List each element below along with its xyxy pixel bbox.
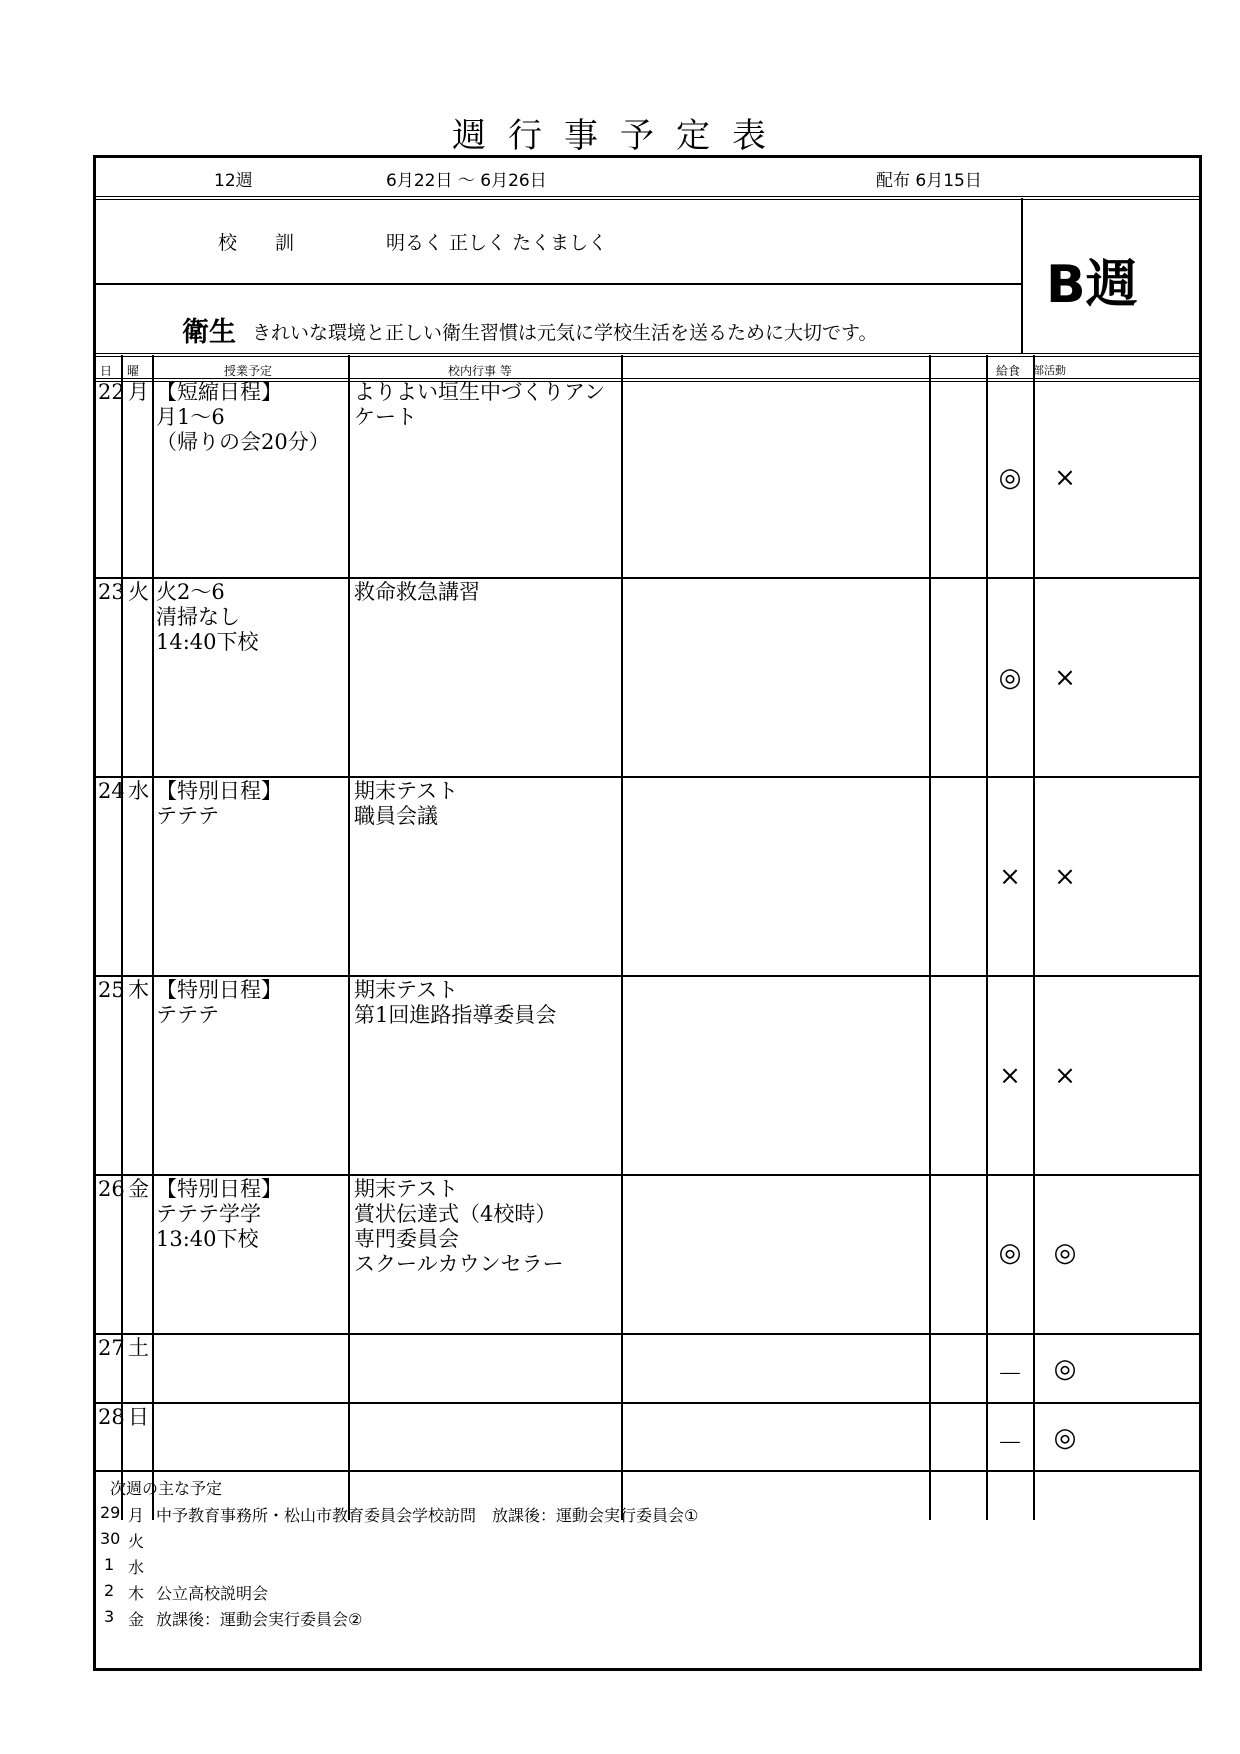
row-day: 25 [98,978,125,1002]
row-events: 期末テスト 第1回進路指導委員会 [354,978,557,1027]
col-lessons: 授業予定 [224,364,273,378]
next-week-weekday: 月 [128,1506,145,1525]
col-club: 部活動 [1033,364,1066,377]
col-lunch: 給食 [996,364,1021,378]
row-weekday: 木 [128,978,149,1002]
row-divider [96,776,1199,778]
next-week-weekday: 火 [128,1532,145,1551]
grid-line [986,355,988,1520]
row-lunch-mark: ◎ [998,463,1022,493]
row-events: よりよい垣生中づくりアン ケート [354,380,606,429]
next-week-text: 放課後：運動会実行委員会② [156,1610,363,1629]
page-title: 週行事予定表 [452,116,788,156]
next-week-day: 2 [104,1581,115,1600]
next-week-text: 公立高校説明会 [156,1584,269,1603]
row-divider [96,1174,1199,1176]
row-club-mark: × [1054,862,1076,892]
row-weekday: 土 [128,1336,149,1360]
row-lessons: 【特別日程】 テテテ学学 13:40下校 [156,1177,282,1251]
next-week-weekday: 木 [128,1584,145,1603]
row-lunch-mark: － [996,1360,1023,1390]
row-lessons: 【特別日程】 テテテ [156,978,282,1027]
row-weekday: 火 [128,580,149,604]
next-week-heading: 次週の主な予定 [110,1479,223,1498]
row-day: 27 [98,1336,125,1360]
row-club-mark: ◎ [1053,1423,1077,1453]
week-number: 12週 [214,171,253,191]
row-club-mark: × [1054,663,1076,693]
col-day: 日 [100,364,113,378]
distribution-date: 配布 6月15日 [876,171,982,191]
row-weekday: 月 [128,380,149,404]
schedule-frame [93,155,1202,1671]
grid-line [621,355,623,1520]
row-day: 23 [98,580,125,604]
row-divider [96,577,1199,579]
next-week-weekday: 水 [128,1558,145,1577]
row-day: 22 [98,380,125,404]
row-divider [96,975,1199,977]
row-day: 24 [98,779,125,803]
motto-divider [96,283,1021,285]
grid-line [152,355,154,1520]
motto-text: 明るく 正しく たくましく [386,232,608,254]
row-divider [96,1333,1199,1335]
row-lessons: 【短縮日程】 月1～6 （帰りの会20分） [156,380,330,454]
row-club-mark: × [1054,463,1076,493]
grid-line [1033,355,1035,1520]
next-week-day: 1 [104,1555,115,1574]
row-club-mark: ◎ [1053,1354,1077,1384]
row-lunch-mark: × [999,1061,1021,1091]
next-week-day: 3 [104,1607,115,1626]
row-lunch-mark: ◎ [998,1238,1022,1268]
hygiene-label: 衛生 [182,317,236,348]
row-day: 28 [98,1405,125,1429]
row-lunch-mark: ◎ [998,663,1022,693]
row-club-mark: ◎ [1053,1238,1077,1268]
next-week-weekday: 金 [128,1610,145,1629]
row-divider [96,1470,1199,1472]
next-week-day: 30 [100,1529,121,1548]
row-events: 期末テスト 職員会議 [354,779,459,828]
row-events: 期末テスト 賞状伝達式（4校時） 専門委員会 スクールカウンセラー [354,1177,564,1276]
grid-line [348,355,350,1520]
row-events: 救命救急講習 [354,580,480,604]
week-type-badge: B週 [1046,255,1138,315]
row-club-mark: × [1054,1061,1076,1091]
next-week-text: 中予教育事務所・松山市教育委員会学校訪問 放課後：運動会実行委員会① [156,1506,699,1525]
row-lunch-mark: × [999,862,1021,892]
col-weekday: 曜 [127,364,140,378]
grid-line [929,355,931,1520]
header-divider [96,196,1199,200]
row-lessons: 【特別日程】 テテテ [156,779,282,828]
row-lessons: 火2～6 清掃なし 14:40下校 [156,580,259,654]
row-day: 26 [98,1177,125,1201]
row-weekday: 水 [128,779,149,803]
row-weekday: 金 [128,1177,149,1201]
date-range: 6月22日 ～ 6月26日 [386,171,547,191]
motto-label: 校 訓 [218,232,295,254]
row-divider [96,1402,1199,1404]
hygiene-text: きれいな環境と正しい衛生習慣は元気に学校生活を送るために大切です。 [252,322,878,344]
row-weekday: 日 [128,1405,149,1429]
row-lunch-mark: － [996,1429,1023,1459]
col-events: 校内行事 等 [448,364,512,378]
next-week-day: 29 [100,1503,121,1522]
badge-divider [1021,198,1023,353]
